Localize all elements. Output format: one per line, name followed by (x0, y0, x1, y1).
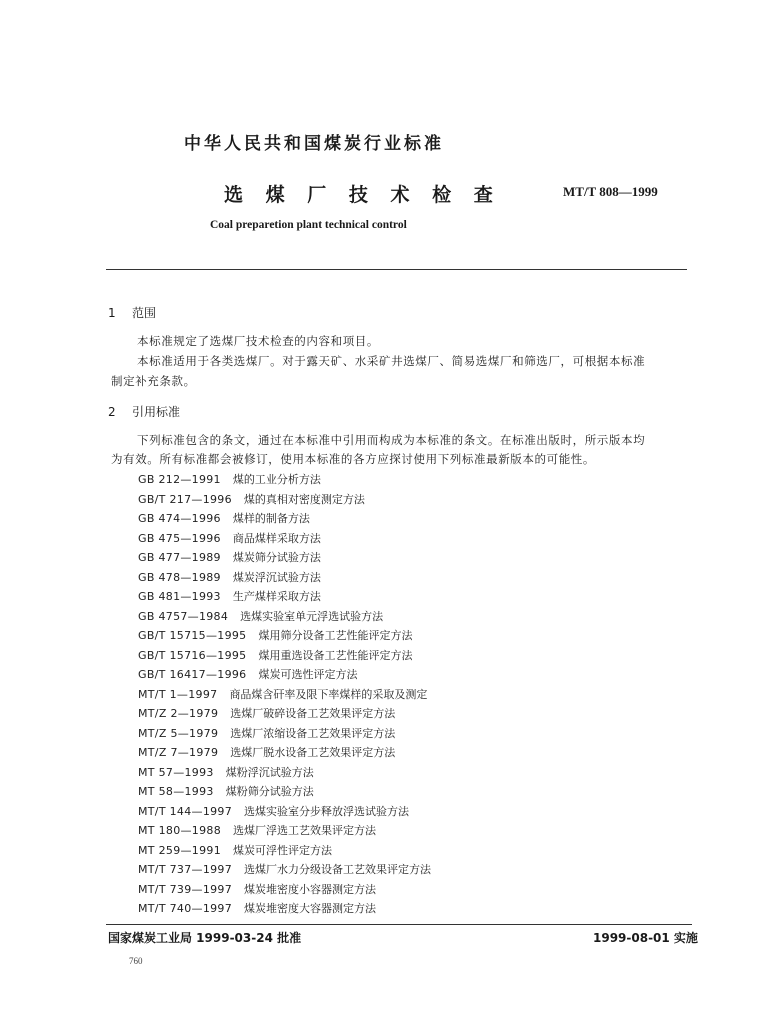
section-1-paragraph: 本标准规定了选煤厂技术检查的内容和项目。 (137, 334, 379, 348)
reference-item (138, 646, 431, 666)
reference-item (138, 685, 431, 705)
approval-note: 国家煤炭工业局 1999-03-24 批准 (108, 931, 302, 945)
reference-code: MT/Z 7—1979 (138, 746, 219, 759)
reference-item (138, 626, 431, 646)
reference-code: MT/Z 2—1979 (138, 707, 219, 720)
reference-code: MT/T 740—1997 (138, 902, 233, 915)
section-2-intro: 为有效。所有标准都会被修订，使用本标准的各方应探讨使用下列标准最新版本的可能性。 (111, 452, 595, 466)
reference-item (138, 665, 431, 685)
reference-title: 煤炭浮沉试验方法 (232, 570, 321, 584)
reference-code: GB/T 15716—1995 (138, 648, 247, 662)
reference-title: 选煤实验室分步释放浮选试验方法 (244, 804, 410, 818)
reference-item (138, 509, 431, 529)
reference-item (138, 490, 431, 510)
reference-code: GB 474—1996 (138, 512, 221, 525)
implementation-date: 1999-08-01 实施 (593, 931, 698, 945)
reference-item (138, 704, 431, 724)
reference-code: GB 475—1996 (138, 531, 221, 545)
section-2-intro: 下列标准包含的条文，通过在本标准中引用而构成为本标准的条文。在标准出版时，所示版本均 (137, 433, 646, 447)
reference-code: GB/T 16417—1996 (138, 668, 247, 681)
reference-title: 生产煤样采取方法 (232, 590, 321, 603)
reference-item (138, 860, 431, 880)
reference-code: GB/T 15715—1995 (138, 629, 247, 642)
reference-code: GB/T 217—1996 (138, 492, 232, 506)
reference-title: 选煤厂破碎设备工艺效果评定方法 (230, 707, 396, 720)
reference-item (138, 841, 431, 861)
reference-code: MT/T 144—1997 (138, 804, 233, 818)
footer-divider (106, 924, 692, 925)
reference-title: 商品煤含矸率及限下率煤样的采取及测定 (229, 687, 428, 701)
section-1-paragraph: 制定补充条款。 (111, 374, 196, 388)
reference-item (138, 548, 431, 568)
reference-item (138, 724, 431, 744)
reference-item (138, 587, 431, 607)
section-2-number: 2 (108, 405, 116, 419)
reference-code: MT 259—1991 (138, 843, 221, 857)
standard-title: 选 煤 厂 技 术 检 查 (224, 184, 501, 206)
reference-title: 选煤厂水力分级设备工艺效果评定方法 (244, 863, 432, 876)
standard-number: MT/T 808—1999 (563, 184, 658, 199)
reference-item (138, 470, 431, 490)
reference-code: GB 477—1989 (138, 551, 221, 564)
industry-standard-title: 中华人民共和国煤炭行业标准 (184, 134, 444, 154)
reference-code: MT 58—1993 (138, 785, 214, 798)
reference-title: 选煤厂浮选工艺效果评定方法 (233, 824, 376, 837)
reference-title: 商品煤样采取方法 (232, 531, 321, 545)
section-1-number: 1 (108, 306, 116, 320)
reference-code: MT/T 739—1997 (138, 882, 233, 896)
reference-item (138, 743, 431, 763)
reference-item (138, 763, 431, 783)
reference-item (138, 568, 431, 588)
reference-item (138, 899, 431, 919)
reference-title: 煤粉浮沉试验方法 (225, 765, 314, 779)
reference-code: MT/T 737—1997 (138, 863, 233, 876)
reference-code: MT/T 1—1997 (138, 687, 218, 701)
reference-code: GB 478—1989 (138, 570, 221, 584)
reference-title: 选煤实验室单元浮选试验方法 (240, 609, 384, 623)
section-2-title: 引用标准 (132, 405, 181, 419)
reference-title: 煤炭可选性评定方法 (258, 668, 358, 681)
english-title: Coal preparetion plant technical control (210, 219, 407, 231)
reference-title: 煤炭筛分试验方法 (232, 551, 321, 564)
reference-code: GB 4757—1984 (138, 609, 229, 623)
reference-title: 煤的真相对密度测定方法 (243, 492, 365, 506)
reference-title: 煤粉筛分试验方法 (225, 785, 314, 798)
reference-item (138, 607, 431, 627)
reference-item (138, 529, 431, 549)
header-divider (106, 269, 687, 270)
reference-title: 煤炭可浮性评定方法 (233, 843, 332, 857)
reference-list (138, 470, 431, 919)
reference-item (138, 821, 431, 841)
reference-code: MT/Z 5—1979 (138, 726, 219, 740)
reference-code: GB 481—1993 (138, 590, 221, 603)
reference-title: 选煤厂脱水设备工艺效果评定方法 (230, 746, 396, 759)
reference-title: 煤样的制备方法 (232, 512, 310, 525)
reference-title: 煤用重选设备工艺性能评定方法 (258, 648, 413, 662)
reference-item (138, 782, 431, 802)
section-1-title: 范围 (132, 306, 157, 320)
reference-title: 煤用筛分设备工艺性能评定方法 (258, 629, 413, 642)
section-2-heading (108, 403, 180, 420)
reference-title: 煤炭堆密度小容器测定方法 (244, 882, 377, 896)
reference-code: MT 57—1993 (138, 765, 214, 779)
reference-item (138, 802, 431, 822)
reference-code: MT 180—1988 (138, 824, 221, 837)
section-1-paragraph: 本标准适用于各类选煤厂。对于露天矿、水采矿井选煤厂、简易选煤厂和筛选厂，可根据本标准 (137, 354, 646, 368)
section-1-heading (108, 304, 156, 321)
page-number: 760 (129, 956, 143, 966)
reference-item (138, 880, 431, 900)
reference-title: 煤炭堆密度大容器测定方法 (244, 902, 377, 915)
reference-title: 煤的工业分析方法 (232, 473, 321, 486)
reference-code: GB 212—1991 (138, 473, 221, 486)
reference-title: 选煤厂浓缩设备工艺效果评定方法 (230, 726, 396, 740)
